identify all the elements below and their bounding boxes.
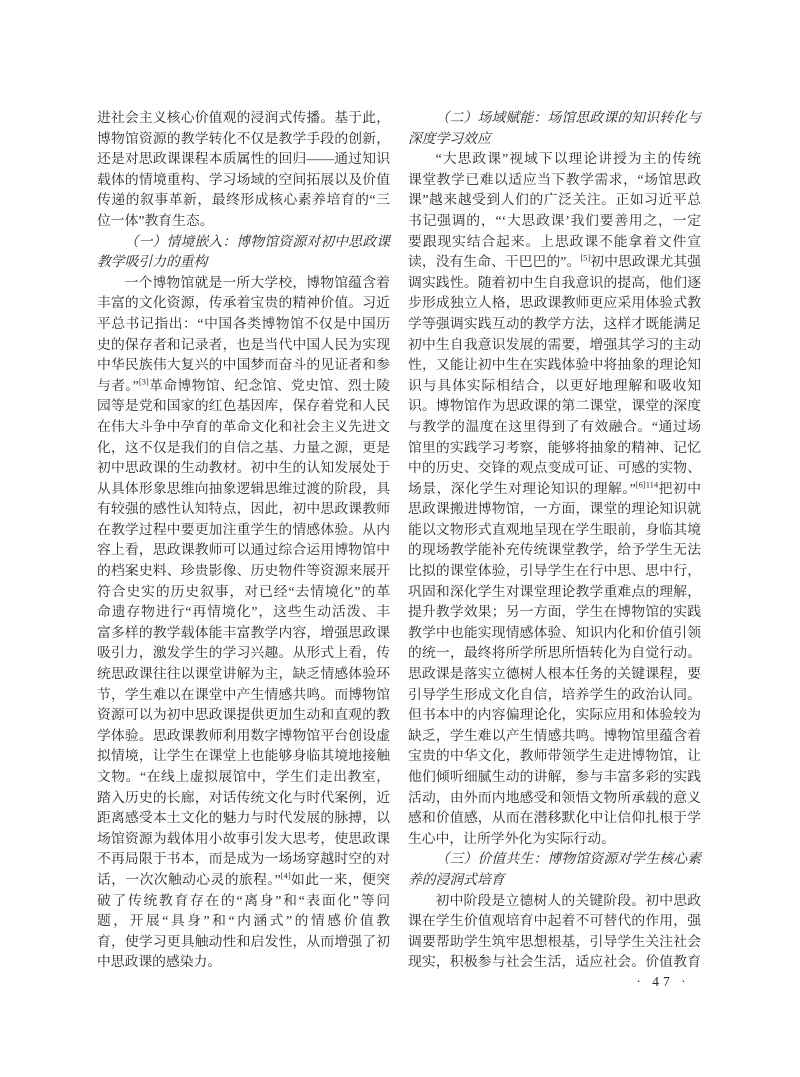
body-text-line: 识。博物馆作为思政课的第二课堂，课堂的深度 xyxy=(408,398,701,414)
body-text-line: 在教学过程中要更加注重学生的情感体验。从内 xyxy=(97,521,390,537)
section-heading-line: 养的浸润式培育 xyxy=(408,871,505,887)
body-text-line: 缺乏，学生难以产生情感共鸣。博物馆里蕴含着 xyxy=(408,727,701,743)
body-text-line: 史的保存者和记录者，也是当代中国人民为实现 xyxy=(97,336,390,352)
body-text-line: 不再局限于书本，而是成为一场场穿越时空的对 xyxy=(97,851,390,867)
body-text-line: 传递的叙事革新，最终形成核心素养培育的“三 xyxy=(97,192,390,208)
body-text-line: 初中思政课的生动教材。初中生的认知发展处于 xyxy=(97,460,390,476)
body-text-line: 比拟的课堂体验，引导学生在行中思、思中行， xyxy=(408,563,701,579)
body-text-line: 巩固和深化学生对课堂理论教学重难点的理解， xyxy=(408,583,701,599)
body-text-line: 与者。”[3]革命博物馆、纪念馆、党史馆、烈士陵 xyxy=(97,376,391,393)
body-text-line: 但书本中的内容偏理论化，实际应用和体验较为 xyxy=(408,707,701,723)
body-text-line: 吸引力，激发学生的学习兴趣。从形式上看，传 xyxy=(97,645,390,661)
body-text-line: 统思政课往往以课堂讲解为主，缺乏情感体验环 xyxy=(97,666,390,682)
section-heading-line: 教学吸引力的重构 xyxy=(97,254,208,270)
citation-superscript: [5] xyxy=(580,252,591,263)
body-text-line: 载体的情境重构、学习场域的空间拓展以及价值 xyxy=(97,171,390,187)
body-text-line: 拟情境，让学生在课堂上也能够身临其境地接触 xyxy=(97,748,390,764)
body-text-line: 感和价值感，从而在潜移默化中让信仰扎根于学 xyxy=(408,810,701,826)
body-text-line: 踏入历史的长廊，对话传统文化与时代案例，近 xyxy=(97,789,390,805)
section-heading-line: （二）场域赋能：场馆思政课的知识转化与 xyxy=(435,110,701,125)
body-text-line: 资源可以为初中思政课提供更加生动和直观的教 xyxy=(97,707,390,723)
body-text-line: 节，学生难以在课堂中产生情感共鸣。而博物馆 xyxy=(97,686,390,702)
body-text-line: 进社会主义核心价值观的浸润式传播。基于此， xyxy=(97,110,390,125)
body-text-line: 与教学的温度在这里得到了有效融合。“通过场 xyxy=(408,418,701,434)
body-text-line: 思政课搬进博物馆，一方面，课堂的理论知识就 xyxy=(408,501,701,517)
body-text-line: 提升教学效果；另一方面，学生在博物馆的实践 xyxy=(408,604,701,620)
body-text-line: 课”越来越受到人们的广泛关注。正如习近平总 xyxy=(408,192,701,208)
body-text-line: 识与具体实际相结合，以更好地理解和吸收知 xyxy=(408,377,701,393)
body-text-line: 调实践性。随着初中生自我意识的提高，他们逐 xyxy=(408,274,701,290)
body-text-line: 富多样的教学载体能丰富教学内容，增强思政课 xyxy=(97,624,390,640)
body-text-line: 生心中，让所学外化为实际行动。 xyxy=(408,830,615,846)
body-text-line: 活动，由外而内地感受和领悟文物所承载的意义 xyxy=(408,789,701,805)
body-text-line: 符合史实的历史叙事，对已经“去情境化”的革 xyxy=(97,583,390,599)
body-text-line: 中华民族伟大复兴的中国梦而奋斗的见证者和参 xyxy=(97,357,390,373)
body-text-line: 初中生自我意识发展的需要，增强其学习的主动 xyxy=(408,336,701,352)
body-text-line: 园等是党和国家的红色基因库，保存着党和人民 xyxy=(97,398,390,414)
body-text-line: 中思政课的感染力。 xyxy=(97,954,222,970)
body-text-line: 题，开展“具身”和“内涵式”的情感价值教 xyxy=(97,913,390,929)
body-text-line: 课在学生价值观培育中起着不可替代的作用，强 xyxy=(408,913,701,929)
body-text-line: 中的历史、交锋的观点变成可证、可感的实物、 xyxy=(408,460,701,476)
body-text-line: 化，这不仅是我们的自信之基、力量之源，更是 xyxy=(97,439,390,455)
citation-superscript: [3] xyxy=(138,376,149,387)
body-text-line: 他们倾听细腻生动的讲解，参与丰富多彩的实践 xyxy=(408,769,701,784)
body-text-line: 在伟大斗争中孕育的革命文化和社会主义先进文 xyxy=(97,418,390,434)
body-text-line: 调要帮助学生筑牢思想根基，引导学生关注社会 xyxy=(408,933,701,949)
body-text-line: 距离感受本土文化的魅力与时代发展的脉搏，以 xyxy=(97,810,390,826)
body-text-line: 性，又能让初中生在实践体验中将抽象的理论知 xyxy=(408,357,701,373)
left-text-column xyxy=(97,108,390,973)
body-text-line: 平总书记指出：“中国各类博物馆不仅是中国历 xyxy=(97,315,390,331)
body-text-line: 位一体”教育生态。 xyxy=(97,212,214,228)
body-text-line: 博物馆资源的教学转化不仅是教学手段的创新， xyxy=(97,130,390,146)
body-text-line: 能以文物形式直观地呈现在学生眼前，身临其境 xyxy=(408,521,701,537)
body-text-line: 书记强调的，“‘大思政课’我们要善用之，一定 xyxy=(408,212,701,228)
section-heading-line: （一）情境嵌入：博物馆资源对初中思政课 xyxy=(124,233,390,249)
body-text-line: 的档案史料、珍贵影像、历史物件等资源来展开 xyxy=(97,563,390,579)
page-number: · 47 · xyxy=(636,974,690,989)
citation-superscript: [4] xyxy=(280,870,291,881)
right-text-column xyxy=(408,108,701,973)
body-text-line: 场景，深化学生对理论知识的理解。”$^{[6]114}$把初中 xyxy=(408,479,701,496)
body-text-line: 要跟现实结合起来。上思政课不能拿着文件宣 xyxy=(408,233,701,249)
body-text-line: 丰富的文化资源，传承着宝贵的精神价值。习近 xyxy=(97,295,390,311)
body-text-line: 的现场教学能补充传统课堂教学，给予学生无法 xyxy=(408,542,701,558)
body-text-line: 初中阶段是立德树人的关键阶段。初中思政 xyxy=(435,892,701,908)
body-text-line: 育，使学习更具触动性和启发性，从而增强了初 xyxy=(97,933,390,949)
body-text-line: 容上看，思政课教师可以通过综合运用博物馆中 xyxy=(97,542,390,558)
section-heading-line: （三）价值共生：博物馆资源对学生核心素 xyxy=(435,851,701,867)
body-text-line: 宝贵的中华文化，教师带领学生走进博物馆，让 xyxy=(408,748,701,764)
body-text-line: 还是对思政课课程本质属性的回归——通过知识 xyxy=(97,151,390,167)
body-text-line: 命遗存物进行“再情境化”，这些生动活泼、丰 xyxy=(97,604,390,620)
body-text-line: 引导学生形成文化自信，培养学生的政治认同。 xyxy=(408,686,701,702)
section-heading-line: 深度学习效应 xyxy=(408,130,491,146)
body-text-line: 学等强调实践互动的教学方法，这样才既能满足 xyxy=(408,315,701,331)
body-text-line: 教学中也能实现情感体验、知识内化和价值引领 xyxy=(408,624,701,640)
body-text-line: 学体验。思政课教师利用数字博物馆平台创设虚 xyxy=(97,727,390,743)
body-text-line: 馆里的实践学习考察，能够将抽象的精神、记忆 xyxy=(408,439,701,455)
body-text-line: 的统一，最终将所学所思所悟转化为自觉行动。 xyxy=(408,645,701,661)
body-text-line: “大思政课”视域下以理论讲授为主的传统 xyxy=(435,151,701,167)
body-text-line: 破了传统教育存在的“离身”和“表面化”等问 xyxy=(97,892,390,908)
body-text-line: 读，没有生命、干巴巴的”。[5]初中思政课尤其强 xyxy=(408,252,702,270)
body-text-line: 课堂教学已难以适应当下教学需求，“场馆思政 xyxy=(408,171,701,187)
body-text-line: 从具体形象思维向抽象逻辑思维过渡的阶段，具 xyxy=(97,480,390,496)
body-text-line: 步形成独立人格，思政课教师更应采用体验式教 xyxy=(408,295,701,311)
body-text-line: 一个博物馆就是一所大学校，博物馆蕴含着 xyxy=(124,274,390,290)
body-text-line: 话，一次次触动心灵的旅程。”[4]如此一来，便突 xyxy=(97,870,391,887)
body-text-line: 现实，积极参与社会生活，适应社会。价值教育 xyxy=(408,954,701,970)
body-text-line: 场馆资源为载体用小故事引发大思考，使思政课 xyxy=(97,830,390,846)
citation-superscript: [6]114 xyxy=(635,479,659,490)
body-text-line: 文物。“在线上虚拟展馆中，学生们走出教室， xyxy=(97,769,390,784)
body-text-line: 有较强的感性认知特点，因此，初中思政课教师 xyxy=(97,501,390,517)
body-text-line: 思政课是落实立德树人根本任务的关键课程，要 xyxy=(408,666,701,682)
